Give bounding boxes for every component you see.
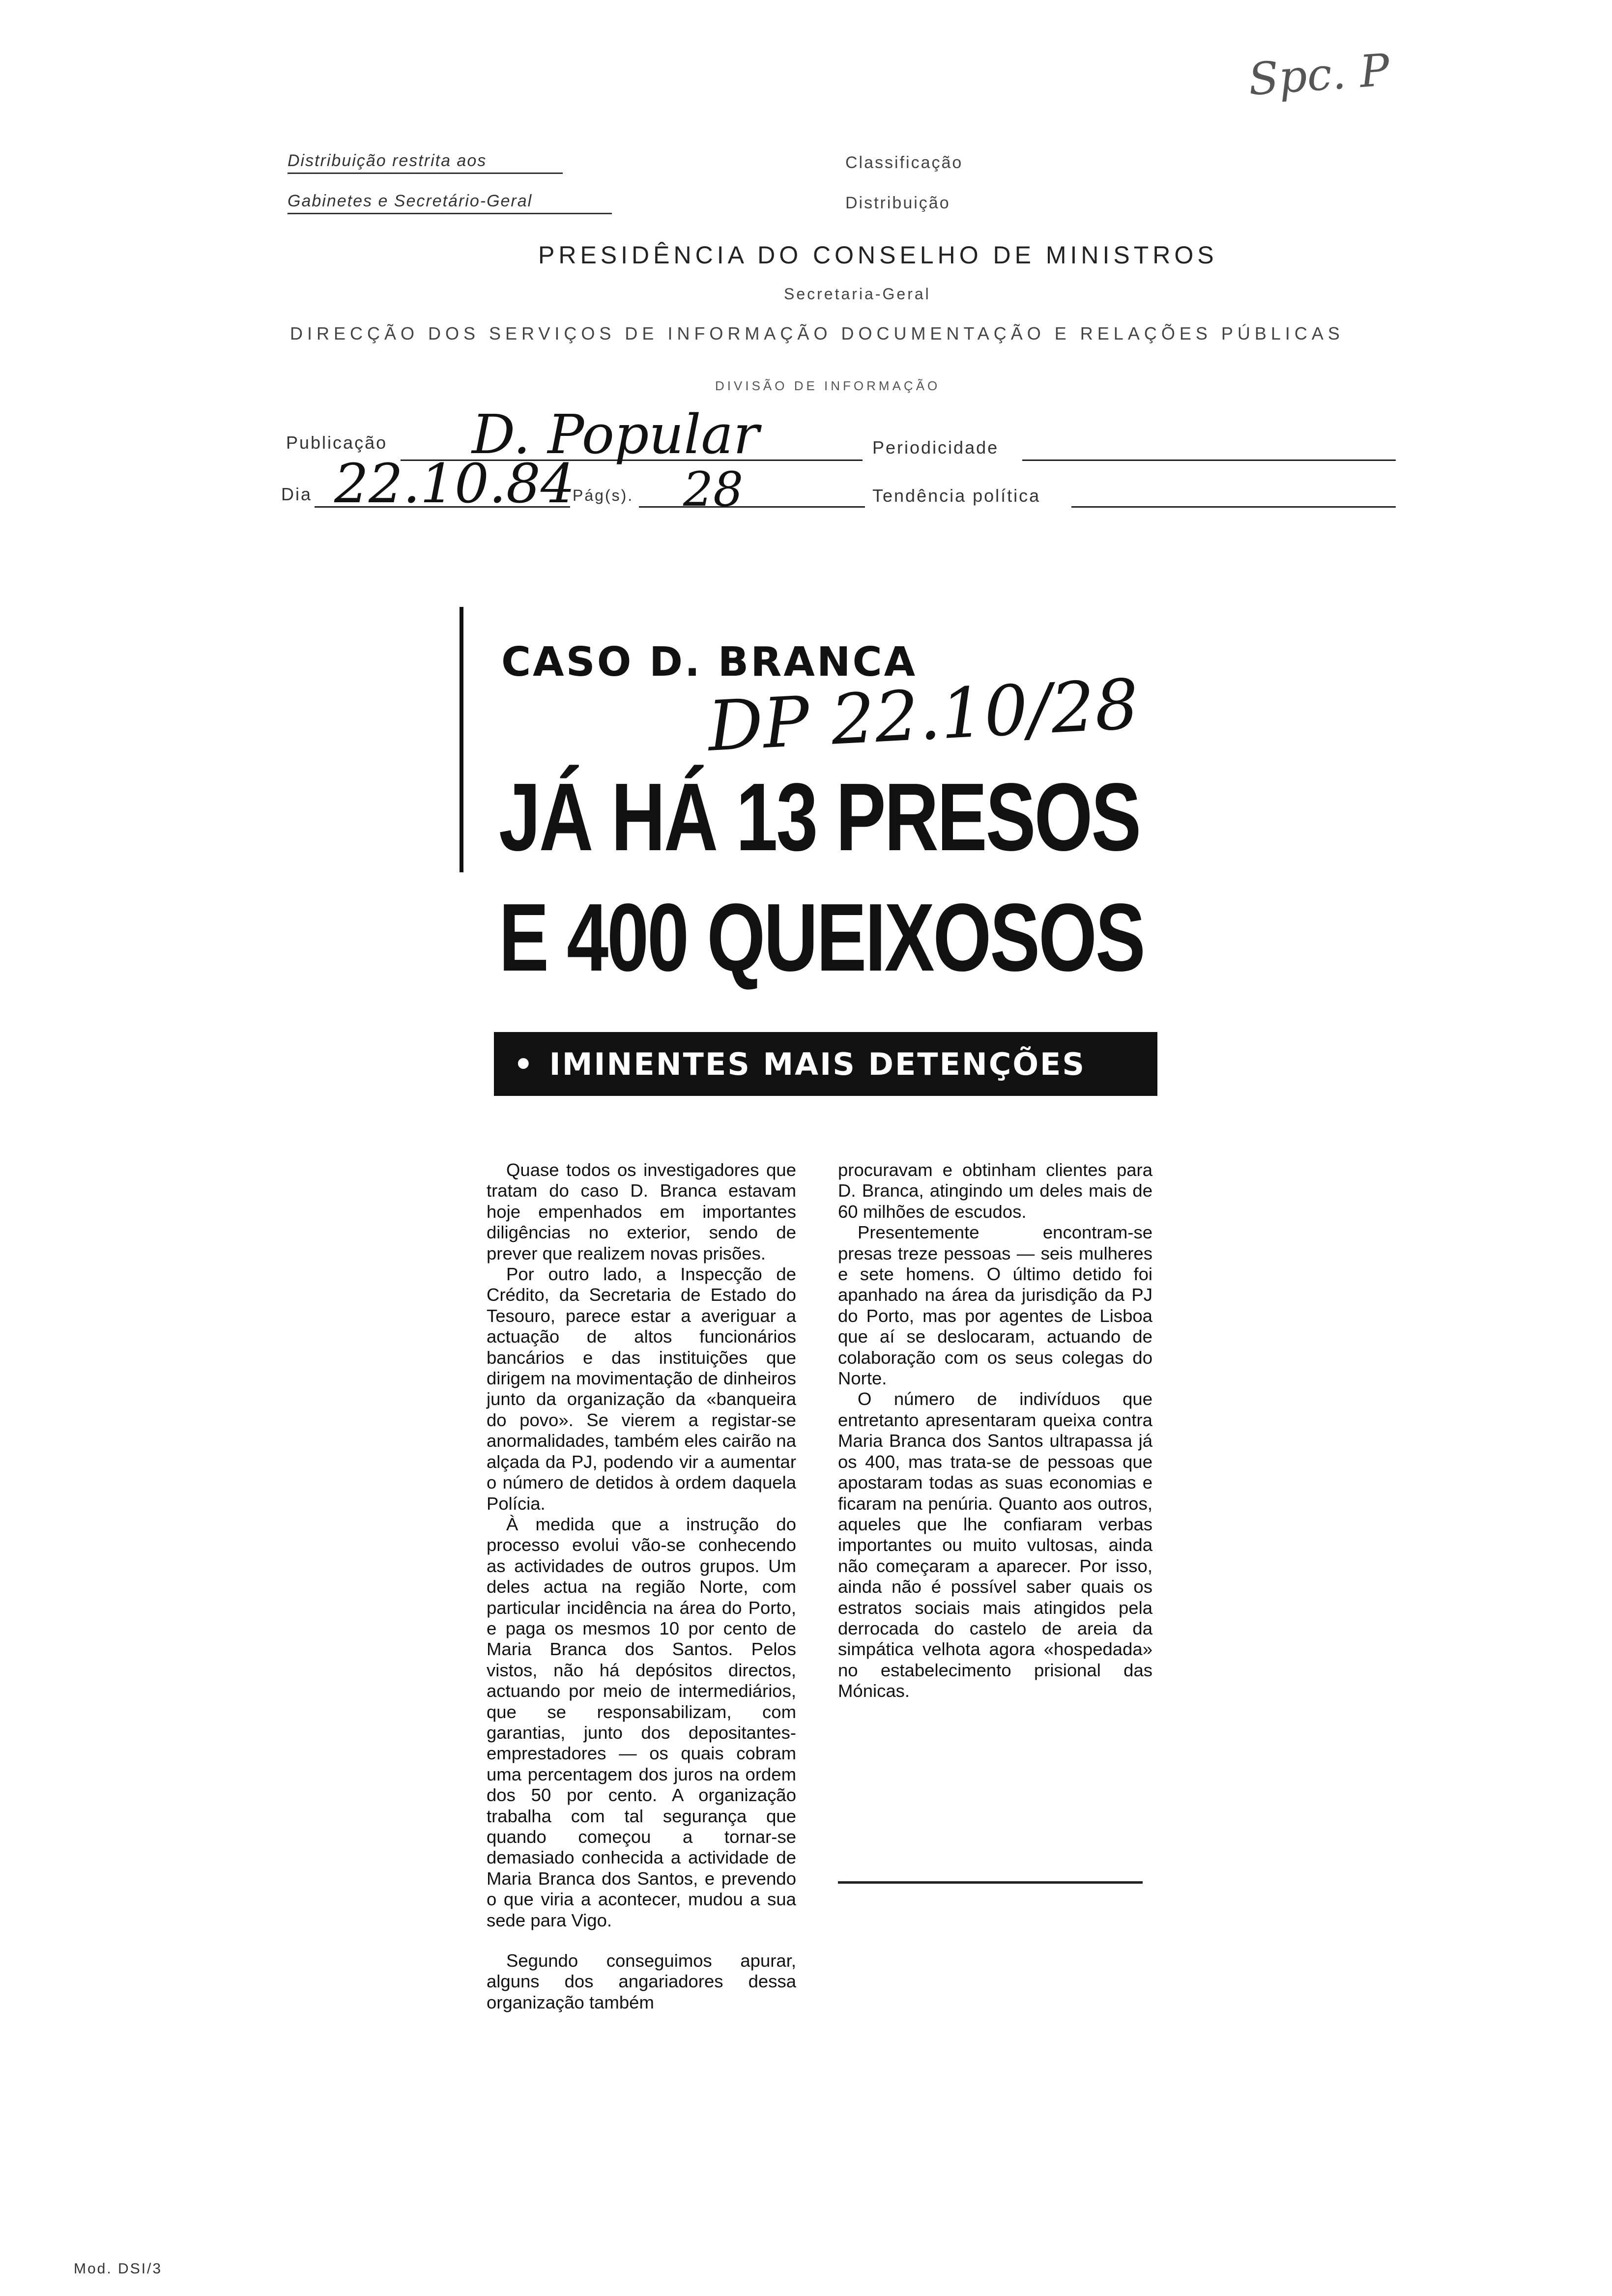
- distribution-restricted-line1: Distribuição restrita aos: [288, 151, 563, 174]
- headline-line2: E 400 QUEIXOSOS: [499, 884, 1144, 991]
- form-code: Mod. DSI/3: [74, 2261, 163, 2277]
- direccao-servicos: DIRECÇÃO DOS SERVIÇOS DE INFORMAÇÃO DOCUMENTAÇÃO E RELAÇÕES PÚBLICAS: [290, 323, 1344, 344]
- subheadline-text: IMINENTES MAIS DETENÇÕES: [549, 1046, 1086, 1082]
- periodicidade-underline: [1022, 459, 1396, 461]
- paragraph: Presentemente encontram-se presas treze pessoas — seis mulheres e sete homens. O último detido foi apanhado na área da jurisdição da PJ do Porto, mas por agentes de Lisboa que aí se deslocaram, actuando de colaboração com os seus colegas do Norte.: [838, 1222, 1152, 1389]
- distribuicao-label: Distribuição: [845, 194, 950, 212]
- article-column-1: [487, 1160, 796, 2013]
- handwritten-corner-note: Spc. P: [1246, 44, 1391, 106]
- column-end-rule: [838, 1881, 1143, 1884]
- article-column-2: [838, 1160, 1152, 1702]
- paragraph: procuravam e obtinham clientes para D. Branca, atingindo um deles mais de 60 milhões de escudos.: [838, 1160, 1152, 1222]
- dia-label: Dia: [281, 484, 313, 504]
- bullet-icon: •: [514, 1046, 535, 1082]
- paragraph: Quase todos os investigadores que tratam do caso D. Branca estavam hoje empenhados em importantes diligências no exterior, sendo de prever que realizem novas prisões.: [487, 1160, 796, 1263]
- paginas-value: 28: [683, 462, 744, 517]
- tendencia-underline: [1071, 506, 1396, 508]
- distribution-restricted-line2: Gabinetes e Secretário-Geral: [288, 192, 612, 214]
- paragraph: O número de indivíduos que entretanto apresentaram queixa contra Maria Branca dos Santos ultrapassa já os 400, mas trata-se de pessoas que apostaram todas as suas economias e ficaram na penúria. Quanto aos outros, aqueles que lhe confiaram verbas importantes ou muito vultosas, ainda não começaram a aparecer. Por isso, ainda não é possível saber quais os estratos sociais mais atingidos pela derrocada do castelo de areia da simpática velhota agora «hospedada» no estabelecimento prisional das Mónicas.: [838, 1389, 1152, 1701]
- publicacao-label: Publicação: [286, 432, 388, 453]
- paginas-label: Pág(s).: [573, 487, 634, 504]
- handwritten-reference: DP 22.10/28: [706, 664, 1141, 767]
- paragraph: À medida que a instrução do processo evolui vão-se conhecendo as actividades de outros grupos. Um deles actua na região Norte, com particular incidência na área do Porto, e paga os mesmos 10 por cento de Maria Branca dos Santos. Pelos vistos, não há depósitos directos, actuando por meio de intermediários, que se responsabilizam, com garantias, junto dos depositantes-emprestadores — os quais cobram uma percentagem dos juros na ordem dos 50 por cento. A organização trabalha com tal segurança que quando começou a tornar-se demasiado conhecida a actividade de Maria Branca dos Santos, e prevendo o que viria a acontecer, mudou a sua sede para Vigo.: [487, 1514, 796, 1930]
- classificacao-label: Classificação: [845, 153, 963, 172]
- divisao-informacao: DIVISÃO DE INFORMAÇÃO: [715, 378, 941, 393]
- publicacao-value: D. Popular: [472, 403, 759, 466]
- dia-value: 22.10.84: [334, 452, 575, 515]
- tendencia-label: Tendência política: [872, 486, 1041, 506]
- paragraph: Segundo conseguimos apurar, alguns dos angariadores dessa organização também: [487, 1951, 796, 2012]
- article-kicker: CASO D. BRANCA: [501, 639, 918, 686]
- paragraph: Por outro lado, a Inspecção de Crédito, da Secretaria de Estado do Tesouro, parece estar a averiguar a actuação de altos funcionários bancários e das instituições que dirigem na movimentação de dinheiros junto da organização da «banqueira do povo». Se vierem a registar-se anormalidades, também eles cairão na alçada da PJ, podendo vir a aumentar o número de detidos à ordem daquela Polícia.: [487, 1264, 796, 1514]
- subheadline-banner: [494, 1032, 1157, 1096]
- page-title: PRESIDÊNCIA DO CONSELHO DE MINISTROS: [538, 241, 1218, 269]
- periodicidade-label: Periodicidade: [872, 437, 999, 458]
- headline-line1: JÁ HÁ 13 PRESOS: [499, 763, 1140, 871]
- paginas-underline: [639, 506, 865, 508]
- secretaria-geral: Secretaria-Geral: [784, 285, 931, 303]
- clipping-left-rule: [460, 607, 463, 872]
